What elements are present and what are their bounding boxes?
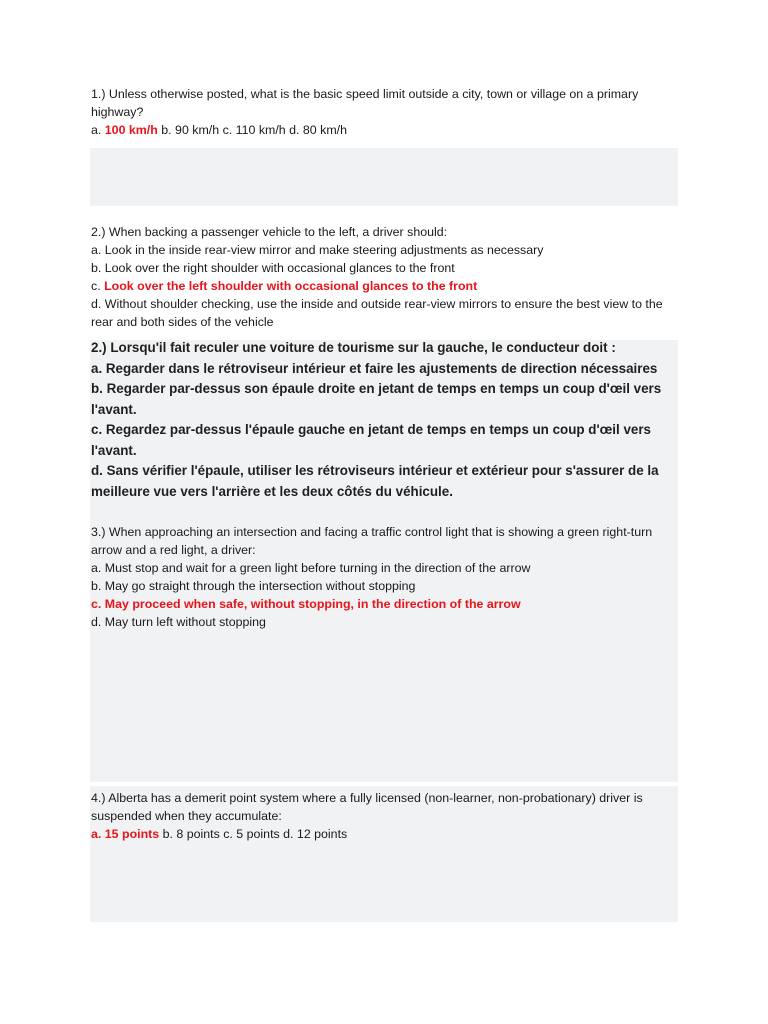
question-2-french-text: 2.) Lorsqu'il fait reculer une voiture de tourisme sur la gauche, le conducteur doit : [91,340,616,355]
option-prefix: a. [91,123,105,137]
answer-area-q1 [90,148,678,206]
question-2 [91,223,681,331]
option-d: d. Without shoulder checking, use the inside and outside rear-view mirrors to ensure the best view to the rear and both sides of the vehicle [91,297,663,329]
question-4-text: 4.) Alberta has a demerit point system where a fully licensed (non-learner, non-probationary) driver is suspended when they accumulate: [91,791,643,823]
option-b: b. May go straight through the intersection without stopping [91,579,416,593]
correct-answer: May proceed when safe, without stopping, in the direction of the arrow [104,597,521,611]
correct-answer: Look over the left shoulder with occasional glances to the front [104,279,478,293]
option-c [91,595,681,613]
option-b: b. Look over the right shoulder with occasional glances to the front [91,261,455,275]
option-prefix: c. [91,279,105,293]
question-1-options [91,121,681,139]
other-options: b. 8 points c. 5 points d. 12 points [159,827,348,841]
option-d-french: d. Sans vérifier l'épaule, utiliser les rétroviseurs intérieur et extérieur pour s'assurer de la meilleure vue vers l'arrière et les deux côtés du véhicule. [91,463,659,499]
question-2-text: 2.) When backing a passenger vehicle to the left, a driver should: [91,225,448,239]
option-a: a. Must stop and wait for a green light before turning in the direction of the arrow [91,561,531,575]
option-a-french: a. Regarder dans le rétroviseur intérieur et faire les ajustements de direction nécessaires [91,360,658,376]
question-4 [91,789,681,843]
question-3-text: 3.) When approaching an intersection and facing a traffic control light that is showing a green right-turn arrow and a red light, a driver: [91,525,653,557]
other-options: b. 90 km/h c. 110 km/h d. 80 km/h [157,123,347,137]
question-3 [91,523,681,631]
question-1 [91,85,681,139]
option-c-french: c. Regardez par-dessus l'épaule gauche en jetant de temps en temps un coup d'œil vers l'avant. [91,422,651,458]
question-2-french [91,338,681,502]
option-a: a. Look in the inside rear-view mirror and make steering adjustments as necessary [91,243,544,257]
option-b-french: b. Regarder par-dessus son épaule droite en jetant de temps en temps un coup d'œil vers l'avant. [91,381,662,417]
correct-answer: a. 15 points [91,827,160,841]
correct-answer: 100 km/h [104,123,158,137]
option-c [91,277,681,295]
option-d: d. May turn left without stopping [91,615,266,629]
option-prefix: c. [91,597,105,611]
question-4-options [91,825,681,843]
question-1-text: 1.) Unless otherwise posted, what is the basic speed limit outside a city, town or village on a primary highway? [91,87,639,119]
